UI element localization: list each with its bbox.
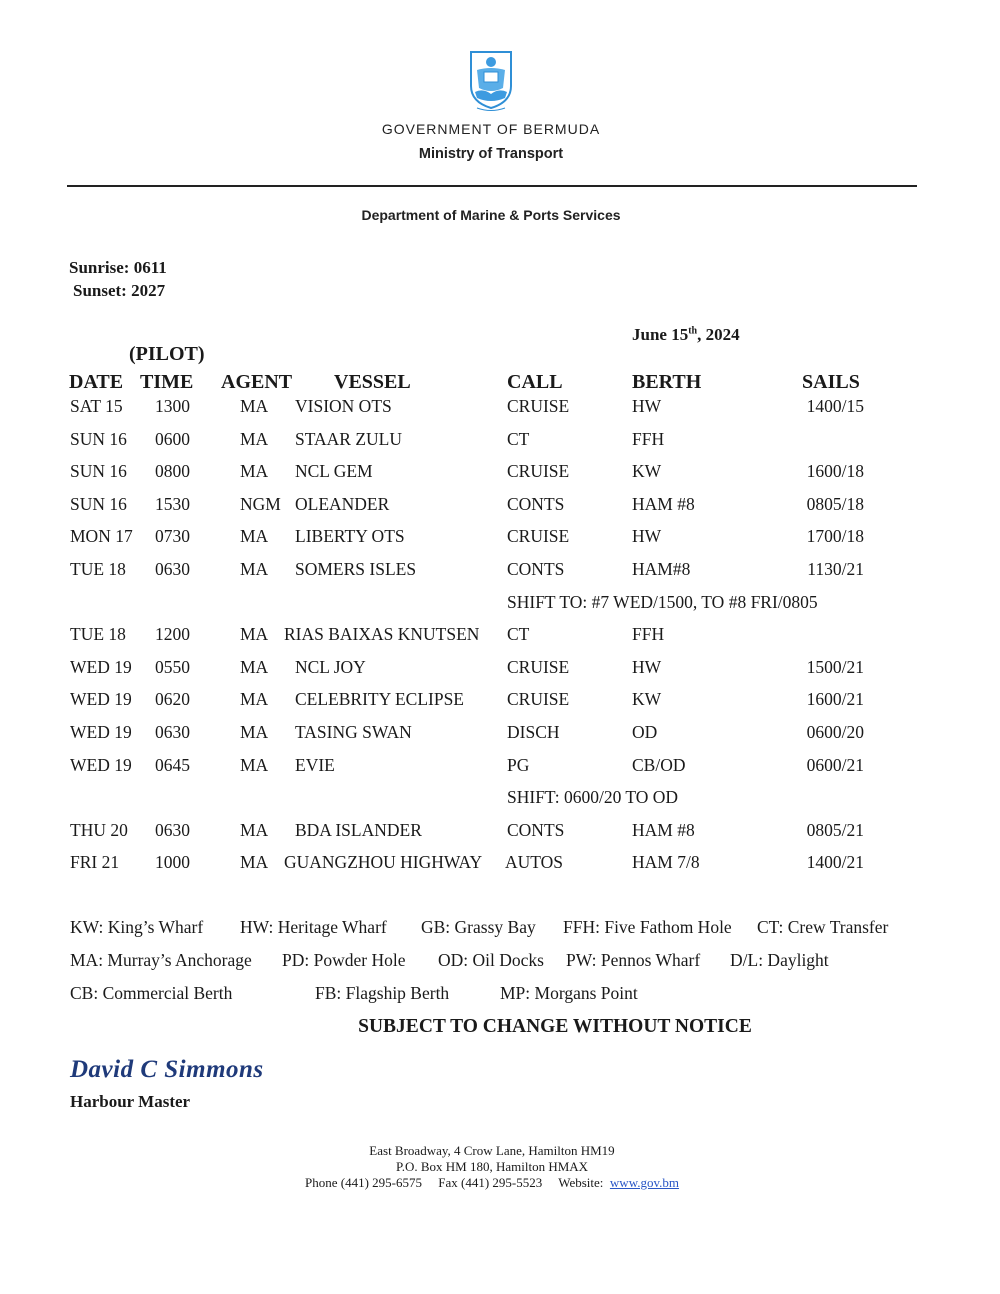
cell-vessel: CELEBRITY ECLIPSE — [295, 689, 465, 710]
legend-item: MA: Murray’s Anchorage — [70, 950, 252, 970]
government-title: GOVERNMENT OF BERMUDA — [381, 121, 601, 137]
cell-call: CONTS — [507, 819, 565, 840]
legend-item: KW: King’s Wharf — [70, 917, 204, 937]
cell-sails: 0805/18 — [806, 493, 864, 514]
cell-berth: HAM #8 — [632, 819, 695, 840]
cell-sails: 1500/21 — [806, 656, 864, 677]
cell-time: 1530 — [155, 493, 190, 514]
cell-agent: MA — [240, 559, 269, 579]
cell-agent: MA — [240, 689, 269, 710]
footer-address-line-2: P.O. Box HM 180, Hamilton HMAX — [395, 1159, 589, 1174]
cell-call: AUTOS — [505, 852, 564, 873]
cell-time: 0620 — [155, 689, 190, 710]
cell-call: CT — [507, 624, 530, 645]
legend-item: PD: Powder Hole — [282, 950, 406, 970]
cell-vessel: EVIE — [295, 754, 335, 775]
legend-item: OD: Oil Docks — [438, 950, 544, 970]
date-year: , 2024 — [697, 325, 740, 344]
cell-call: CONTS — [507, 493, 565, 514]
cell-call: CRUISE — [507, 396, 570, 416]
legend-item: CB: Commercial Berth — [70, 983, 233, 1003]
cell-date: SAT 15 — [70, 396, 123, 416]
date-month-day: June 15 — [632, 325, 689, 344]
cell-date: TUE 18 — [70, 624, 126, 645]
legend-item: GB: Grassy Bay — [421, 917, 536, 937]
signatory-title: Harbour Master — [70, 1092, 191, 1111]
cell-sails: 1130/21 — [807, 559, 864, 579]
cell-vessel: BDA ISLANDER — [295, 819, 422, 840]
cell-vessel: NCL JOY — [295, 656, 366, 677]
cell-time: 0630 — [155, 559, 190, 579]
sunrise-time: Sunrise: 0611 — [69, 258, 167, 277]
cell-time: 0800 — [155, 461, 190, 482]
footer-website-label: Website: — [558, 1175, 604, 1190]
cell-berth: FFH — [632, 428, 665, 449]
cell-time: 1200 — [155, 624, 190, 645]
cell-call: CRUISE — [507, 461, 570, 482]
cell-sails: 0805/21 — [806, 819, 864, 840]
cell-call: PG — [507, 754, 530, 775]
footer-address-line-1: East Broadway, 4 Crow Lane, Hamilton HM19 — [369, 1143, 615, 1158]
cell-vessel: SOMERS ISLES — [295, 559, 417, 579]
bermuda-crest-icon — [469, 50, 513, 112]
ministry-title: Ministry of Transport — [418, 146, 564, 162]
cell-agent: NGM — [240, 493, 281, 514]
column-header-vessel: VESSEL — [334, 371, 411, 393]
column-header-berth: BERTH — [632, 371, 702, 393]
cell-vessel: NCL GEM — [295, 461, 373, 482]
cell-sails: 0600/20 — [806, 722, 864, 742]
website-link[interactable]: www.gov.bm — [609, 1175, 680, 1190]
cell-call: CRUISE — [507, 526, 570, 547]
cell-time: 1000 — [155, 852, 190, 873]
cell-berth: KW — [632, 689, 662, 710]
legend-item: MP: Morgans Point — [500, 983, 638, 1003]
cell-date: THU 20 — [70, 819, 128, 840]
cell-vessel: GUANGZHOU HIGHWAY — [284, 852, 483, 873]
cell-call: CT — [507, 428, 530, 449]
cell-agent: MA — [240, 656, 269, 677]
cell-time: 0645 — [155, 754, 190, 775]
cell-sails: 1600/21 — [806, 689, 864, 710]
cell-berth: HW — [632, 396, 662, 416]
column-header-sails: SAILS — [802, 371, 860, 393]
cell-time: 0550 — [155, 656, 190, 677]
date-suffix: th — [688, 325, 698, 337]
legend-item: PW: Pennos Wharf — [566, 950, 701, 970]
cell-sails: 0600/21 — [806, 754, 864, 775]
document-date — [632, 325, 740, 345]
cell-time: 0600 — [155, 428, 190, 449]
cell-call: CRUISE — [507, 656, 570, 677]
cell-sails: 1600/18 — [806, 461, 864, 482]
cell-agent: MA — [240, 754, 269, 775]
cell-agent: MA — [240, 624, 269, 645]
cell-time: 0630 — [155, 819, 190, 840]
legend-item: D/L: Daylight — [730, 950, 829, 970]
column-header-time: TIME — [140, 371, 194, 393]
department-title: Department of Marine & Ports Services — [361, 207, 621, 223]
cell-date: FRI 21 — [70, 852, 120, 873]
cell-berth: HAM 7/8 — [632, 852, 700, 873]
change-notice: SUBJECT TO CHANGE WITHOUT NOTICE — [358, 1016, 752, 1037]
sunset-time: Sunset: 2027 — [73, 281, 166, 300]
cell-vessel: TASING SWAN — [295, 722, 412, 742]
cell-berth: OD — [632, 722, 658, 742]
cell-time: 0630 — [155, 722, 190, 742]
legend-item: HW: Heritage Wharf — [240, 917, 387, 937]
cell-date: WED 19 — [70, 754, 132, 775]
cell-date: WED 19 — [70, 656, 132, 677]
cell-agent: MA — [240, 461, 269, 482]
cell-agent: MA — [240, 819, 269, 840]
cell-vessel: STAAR ZULU — [295, 428, 402, 449]
schedule-note: SHIFT: 0600/20 TO OD — [507, 787, 679, 808]
cell-berth: FFH — [632, 624, 665, 645]
legend-item: CT: Crew Transfer — [757, 917, 889, 937]
column-header-agent: AGENT — [221, 371, 293, 393]
cell-agent: MA — [240, 428, 269, 449]
column-header-date: DATE — [69, 371, 124, 393]
footer-phone: Phone (441) 295-6575 — [304, 1175, 422, 1190]
legend-item: FFH: Five Fathom Hole — [563, 917, 732, 937]
header-divider — [67, 185, 917, 187]
cell-date: WED 19 — [70, 722, 132, 742]
cell-berth: HAM#8 — [632, 559, 691, 579]
cell-berth: CB/OD — [632, 754, 686, 775]
cell-date: SUN 16 — [70, 493, 127, 514]
cell-vessel: LIBERTY OTS — [295, 526, 405, 547]
cell-call: CONTS — [507, 559, 565, 579]
cell-date: WED 19 — [70, 689, 132, 710]
cell-agent: MA — [240, 722, 269, 742]
pilot-label: (PILOT) — [129, 343, 205, 365]
cell-sails: 1700/18 — [806, 526, 864, 547]
footer-contact-line — [0, 1175, 984, 1191]
cell-call: DISCH — [507, 722, 560, 742]
cell-time: 0730 — [155, 526, 190, 547]
legend-item: FB: Flagship Berth — [315, 983, 450, 1003]
cell-call: CRUISE — [507, 689, 570, 710]
cell-berth: HW — [632, 656, 662, 677]
cell-vessel: OLEANDER — [295, 493, 390, 514]
cell-date: TUE 18 — [70, 559, 126, 579]
cell-berth: KW — [632, 461, 662, 482]
cell-date: SUN 16 — [70, 428, 127, 449]
cell-sails: 1400/21 — [806, 852, 864, 873]
cell-vessel: VISION OTS — [295, 396, 392, 416]
cell-date: SUN 16 — [70, 461, 127, 482]
cell-agent: MA — [240, 396, 269, 416]
cell-berth: HW — [632, 526, 662, 547]
cell-agent: MA — [240, 852, 269, 873]
column-header-call: CALL — [507, 371, 563, 393]
cell-time: 1300 — [155, 396, 190, 416]
cell-sails: 1400/15 — [806, 396, 864, 416]
cell-date: MON 17 — [70, 526, 133, 547]
cell-agent: MA — [240, 526, 269, 547]
schedule-note: SHIFT TO: #7 WED/1500, TO #8 FRI/0805 — [507, 591, 818, 612]
footer-fax: Fax (441) 295-5523 — [438, 1175, 543, 1190]
cell-berth: HAM #8 — [632, 493, 695, 514]
cell-vessel: RIAS BAIXAS KNUTSEN — [284, 624, 480, 645]
signature: David C Simmons — [70, 1056, 264, 1083]
